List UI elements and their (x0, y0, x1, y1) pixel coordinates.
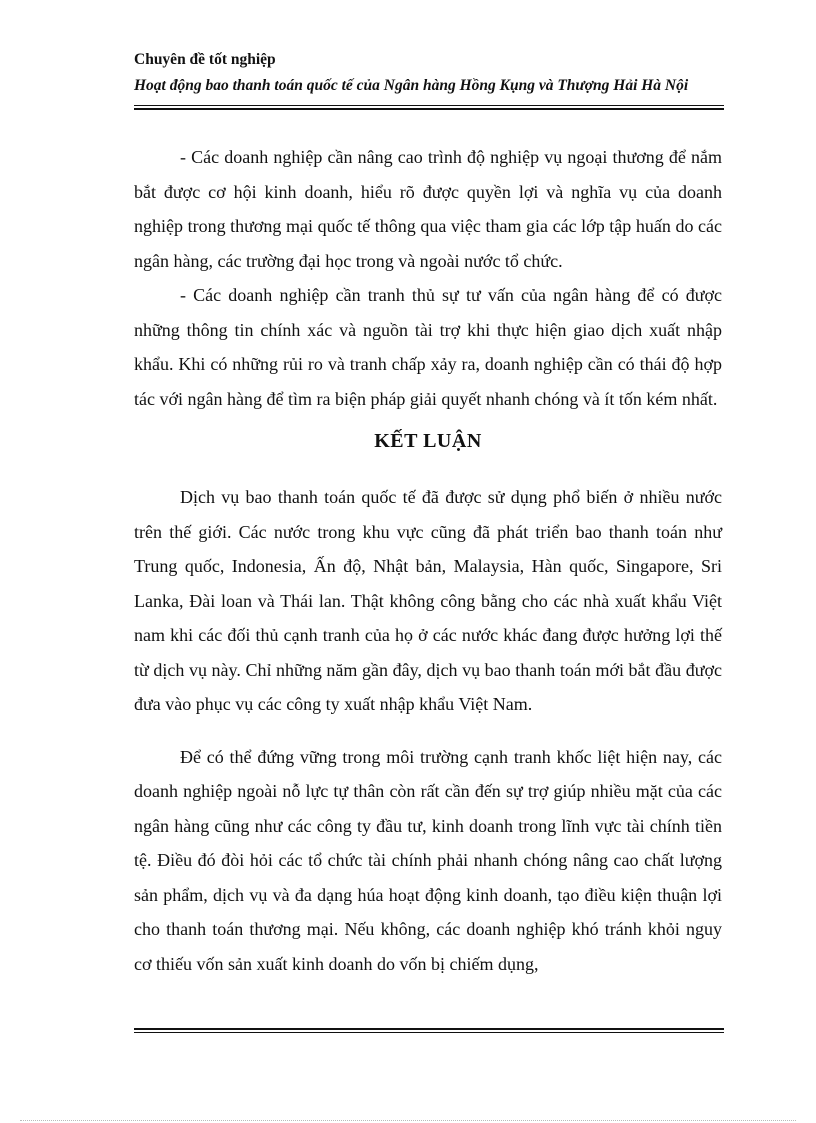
header-thesis-label: Chuyên đề tốt nghiệp (134, 51, 276, 68)
conclusion-paragraph-1: Dịch vụ bao thanh toán quốc tế đã được sử dụng phổ biến ở nhiều nước trên thế giới. Các nước trong khu vực cũng đã phát triển bao thanh toán như Trung quốc, Indonesia, Ấn độ, Nhật bản, Malaysia, Hàn quốc, Singapore, Sri Lanka, Đài loan và Thái lan. Thật không công bằng cho các nhà xuất khẩu Việt nam khi các đối thủ cạnh tranh của họ ở các nước khác đang được hưởng lợi thế từ dịch vụ này. Chỉ những năm gần đây, dịch vụ bao thanh toán mới bắt đầu được đưa vào phục vụ các công ty xuất nhập khẩu Việt Nam. (134, 487, 722, 714)
conclusion-paragraph-2: Để có thể đứng vững trong môi trường cạnh tranh khốc liệt hiện nay, các doanh nghiệp ngoài nỗ lực tự thân còn rất cần đến sự trợ giúp nhiều mặt của các ngân hàng cũng như các công ty đầu tư, kinh doanh trong lĩnh vực tài chính tiền tệ. Điều đó đòi hỏi các tổ chức tài chính phải nhanh chóng nâng cao chất lượng sản phẩm, dịch vụ và đa dạng húa hoạt động kinh doanh, tạo điều kiện thuận lợi cho thanh toán thương mại. Nếu không, các doanh nghiệp khó tránh khỏi nguy cơ thiếu vốn sản xuất kinh doanh do vốn bị chiếm dụng, (134, 746, 722, 974)
header-divider (134, 105, 724, 106)
page-header (134, 48, 726, 98)
page-bottom-border (20, 1120, 796, 1121)
paragraph-recommendation-2: - Các doanh nghiệp cần tranh thủ sự tư vấn của ngân hàng để có được những thông tin chính xác và nguồn tài trợ khi thực hiện giao dịch xuất nhập khẩu. Khi có những rủi ro và tranh chấp xảy ra, doanh nghiệp cần có thái độ hợp tác với ngân hàng để tìm ra biện pháp giải quyết nhanh chóng và ít tốn kém nhất. (134, 285, 722, 409)
footer-divider (134, 1032, 724, 1033)
footer-divider-thick (134, 1028, 724, 1030)
paragraph-recommendation-1: - Các doanh nghiệp cần nâng cao trình độ nghiệp vụ ngoại thương để nắm bắt được cơ hội kinh doanh, hiểu rõ được quyền lợi và nghĩa vụ của doanh nghiệp trong thương mại quốc tế thông qua việc tham gia các lớp tập huấn do các ngân hàng, các trường đại học trong và ngoài nước tổ chức. (134, 147, 722, 271)
conclusion-heading: KẾT LUẬN (374, 430, 482, 452)
header-thesis-title: Hoạt động bao thanh toán quốc tế của Ngân hàng Hồng Kụng và Thượng Hải Hà Nội (134, 77, 689, 94)
header-divider-thick (134, 108, 724, 110)
document-body (134, 140, 722, 981)
